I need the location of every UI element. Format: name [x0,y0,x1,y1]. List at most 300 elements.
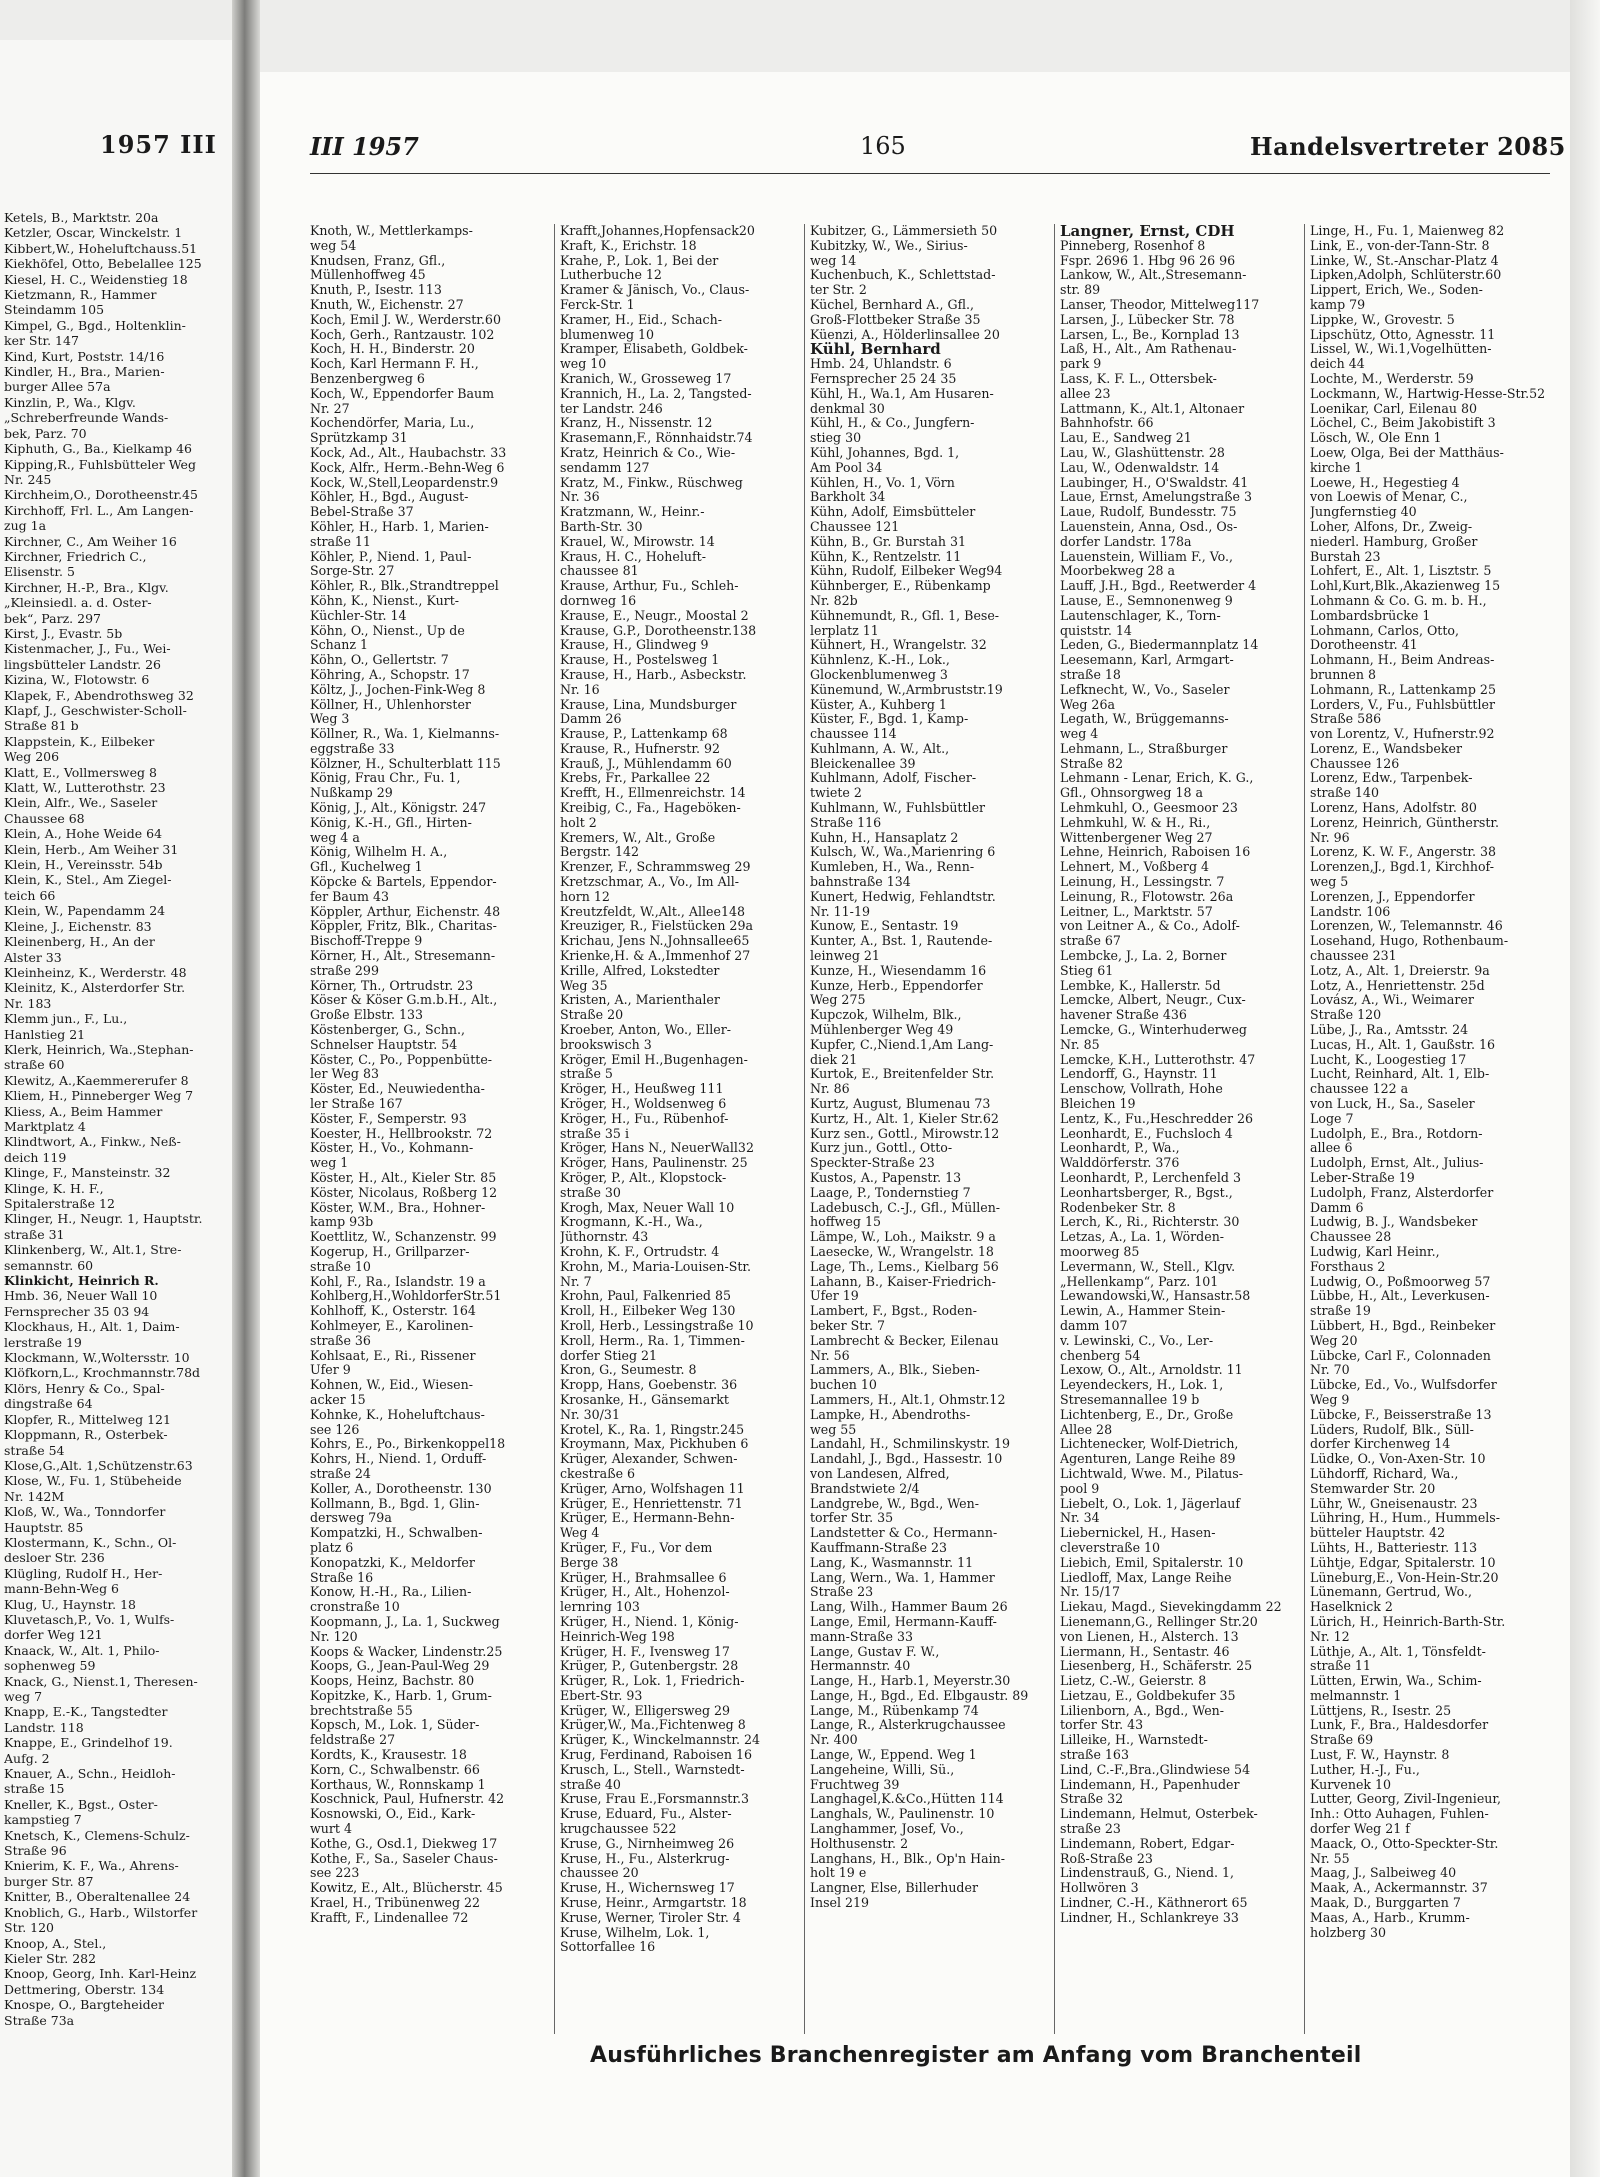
page-number: 165 [860,132,906,160]
directory-entry-line: Kremers, W., Alt., Große [560,830,716,845]
directory-entry-line: Lammers, A., Blk., Sieben- [810,1363,980,1378]
directory-entry-line: dorfer Stieg 21 [560,1348,658,1363]
directory-entry-line: von Leitner A., & Co., Adolf- [1060,919,1240,934]
directory-entry-line: Liebelt, O., Lok. 1, Jägerlauf [1060,1496,1241,1511]
left-entry-line: Klapf, J., Geschwister-Scholl- [4,703,187,718]
header-rule [310,173,1550,174]
directory-entry-line: Kratz, Heinrich & Co., Wie- [560,445,736,460]
directory-entry-line: Krogmann, K.-H., Wa., [560,1215,703,1230]
directory-entry-line: chaussee 20 [560,1866,639,1881]
directory-entry-line: Knuth, W., Eichenstr. 27 [310,297,464,312]
directory-entry-line: Straße 23 [810,1585,874,1600]
directory-entry-line: Chaussee 126 [1310,756,1400,771]
left-entry-line: Dettmering, Oberstr. 134 [4,1981,165,1997]
directory-entry-line: Gfl., Kuchelweg 1 [310,860,423,875]
directory-entry-line: see 126 [310,1422,360,1437]
directory-entry-line: Schanz 1 [310,638,369,653]
directory-entry-line: Lürich, H., Heinrich-Barth-Str. [1310,1614,1506,1629]
directory-entry-line: Kruse, H., Wichernsweg 17 [560,1881,735,1896]
directory-entry-line: Krause, E., Neugr., Moostal 2 [560,608,749,623]
directory-entry-line: fer Baum 43 [310,889,389,904]
directory-entry-line: von Lorentz, V., Hufnerstr.92 [1310,727,1495,742]
directory-entry-line: Kühn, Rudolf, Eilbeker Weg94 [810,564,1003,579]
directory-entry-line: Kubitzer, G., Lämmersieth 50 [810,224,998,238]
directory-entry-line: Kothe, F., Sa., Saseler Chaus- [310,1851,498,1866]
directory-entry-line: holzberg 30 [1310,1925,1386,1940]
directory-entry-line: Kröger, H., Heußweg 111 [560,1082,724,1097]
directory-entry-line: Koller, A., Dorotheenstr. 130 [310,1481,492,1496]
directory-entry-line: Ladebusch, C.-J., Gfl., Müllen- [810,1200,1001,1215]
directory-entry-line: straße 10 [310,1259,371,1274]
directory-entry-line: chenberg 54 [1060,1348,1141,1363]
directory-entry-line: Kühnert, H., Wrangelstr. 32 [810,638,987,653]
directory-entry-line: Köppler, Fritz, Blk., Charitas- [310,919,497,934]
directory-entry-line: Lucht, Reinhard, Alt. 1, Elb- [1310,1067,1490,1082]
directory-entry-line: Lucas, H., Alt. 1, Gaußstr. 16 [1310,1037,1495,1052]
directory-entry-line: Lohmann, H., Beim Andreas- [1310,653,1495,668]
directory-entry-line: straße 11 [310,534,371,549]
directory-entry-line: Landgrebe, W., Bgd., Wen- [810,1496,979,1511]
directory-entry-line: Lerch, K., Ri., Richterstr. 30 [1060,1215,1240,1230]
directory-entry-line: Krauß, J., Mühlendamm 60 [560,756,732,771]
directory-entry-line: Küchel, Bernhard A., Gfl., [810,297,975,312]
left-entry-line: Kirchhoff, Frl. L., Am Langen- [4,502,194,518]
directory-entry-line: Lünemann, Gertrud, Wo., [1310,1585,1472,1600]
directory-entry-line: Nr. 56 [810,1348,850,1363]
directory-entry-line: Kühnlenz, K.-H., Lok., [810,653,950,668]
left-entry-line: Klerk, Heinrich, Wa.,Stephan- [4,1041,194,1057]
directory-entry-line: Lietzau, E., Goldbekufer 35 [1060,1688,1236,1703]
directory-entry-line: Krafft, F., Lindenallee 72 [310,1910,469,1925]
directory-entry-line: Lübcke, Carl F., Colonnaden [1310,1348,1491,1363]
directory-entry-line: Krael, H., Tribünenweg 22 [310,1896,481,1911]
directory-entry-line: Koester, H., Hellbrookstr. 72 [310,1126,493,1141]
left-entry-line: Kirst, J., Evastr. 5b [4,625,123,641]
directory-entry-line: Kohnke, K., Hoheluftchaus- [310,1407,485,1422]
directory-entry-line: Ludolph, Franz, Alsterdorfer [1310,1185,1494,1200]
directory-entry-line: Kreutzfeldt, W.,Alt., Allee148 [560,904,745,919]
directory-entry-line: Lust, F. W., Haynstr. 8 [1310,1748,1450,1763]
left-entry-line: Klostermann, K., Schn., Ol- [4,1534,177,1550]
directory-entry-line: „Hellenkamp“, Parz. 101 [1060,1274,1219,1289]
directory-entry-line: sendamm 127 [560,460,650,475]
directory-entry-line: platz 6 [310,1540,354,1555]
left-entry-line: bek, Parz. 70 [4,425,87,441]
directory-entry-line: Kühl, Johannes, Bgd. 1, [810,445,960,460]
left-entry-line: desloer Str. 236 [4,1550,105,1566]
left-entry-line: Klemm jun., F., Lu., [4,1011,128,1027]
directory-entry-line: Kruse, G., Nirnheimweg 26 [560,1836,735,1851]
directory-entry-line: Lohmann, Carlos, Otto, [1310,623,1460,638]
directory-entry-line: Kuhlmann, Adolf, Fischer- [810,771,977,786]
directory-entry-line: Lotz, A., Henriettenstr. 25d [1310,978,1485,993]
directory-entry-line: Kopitzke, K., Harb. 1, Grum- [310,1688,492,1703]
directory-entry-line: Krotel, K., Ra. 1, Ringstr.245 [560,1422,745,1437]
directory-entry-line: Maak, D., Burggarten 7 [1310,1896,1461,1911]
directory-entry-line: Koops, Heinz, Bachstr. 80 [310,1674,475,1689]
directory-entry-line: Kohlberg,H.,WohldorferStr.51 [310,1289,502,1304]
directory-entry-line: Kock, W.,Stell,Leopardenstr.9 [310,475,499,490]
directory-entry-line: Lehmann, L., Straßburger [1060,741,1228,756]
directory-entry-line: brookswisch 3 [560,1037,652,1052]
left-entry-line: Knoblich, G., Harb., Wilstorfer [4,1904,198,1920]
directory-entry-line: straße 40 [560,1777,621,1792]
left-entry-line: Klein, W., Papendamm 24 [4,903,166,919]
directory-entry-line: Laesecke, W., Wrangelstr. 18 [810,1244,994,1259]
directory-entry-line: Knoth, W., Mettlerkamps- [310,224,473,238]
directory-entry-line: Kranz, H., Nissenstr. 12 [560,416,713,431]
directory-entry-line: Lau, E., Sandweg 21 [1060,431,1192,446]
directory-entry-line: Krüger, W., Elligersweg 29 [560,1703,731,1718]
left-entry-line: Kindler, H., Bra., Marien- [4,364,165,380]
directory-entry-line: blumenweg 10 [560,327,655,342]
directory-entry-line: Damm 26 [560,712,622,727]
directory-entry-line: Stresemannallee 19 b [1060,1392,1200,1407]
directory-entry-line: Laue, Ernst, Amelungstraße 3 [1060,490,1253,505]
directory-entry-line: Moorbekweg 28 a [1060,564,1176,579]
directory-entry-line: Liebich, Emil, Spitalerstr. 10 [1060,1555,1244,1570]
directory-entry-line: Ludwig, O., Poßmoorweg 57 [1310,1274,1491,1289]
directory-entry-line: Krause, Lina, Mundsburger [560,697,737,712]
directory-entry-line: Koch, Emil J. W., Werderstr.60 [310,312,501,327]
directory-entry-line: Barth-Str. 30 [560,519,643,534]
directory-entry-line: Lucht, K., Loogestieg 17 [1310,1052,1467,1067]
directory-entry-line: Kunert, Hedwig, Fehlandtstr. [810,889,996,904]
directory-entry-line: Lutherbuche 12 [560,268,662,283]
directory-entry-line: Krause, G.P., Dorotheenstr.138 [560,623,757,638]
directory-entry-line: Liekau, Magd., Sievekingdamm 22 [1060,1600,1282,1615]
directory-entry-line: Nußkamp 29 [310,786,393,801]
directory-entry-line: Kröger, Hans, Paulinenstr. 25 [560,1156,748,1171]
directory-entry-line: eggstraße 33 [310,741,395,756]
directory-entry-line: Speckter-Straße 23 [810,1156,935,1171]
directory-entry-line: Liermann, H., Sentastr. 46 [1060,1644,1230,1659]
directory-entry-line: weg 55 [810,1422,857,1437]
directory-entry-line: Lefknecht, W., Vo., Saseler [1060,682,1230,697]
left-entry-line: Kliess, A., Beim Hammer [4,1103,163,1119]
directory-entry-line: Lockmann, W., Hartwig-Hesse-Str.52 [1310,386,1546,401]
directory-entry-line: holt 19 e [810,1866,867,1881]
left-entry-line: sophenweg 59 [4,1658,96,1674]
directory-entry-line: weg 14 [810,253,857,268]
directory-entry-line: Leonhardt, E., Fuchsloch 4 [1060,1126,1233,1141]
directory-entry-line: Walddörferstr. 376 [1060,1156,1180,1171]
directory-entry-line: chaussee 122 a [1310,1082,1409,1097]
directory-entry-line: Lindner, H., Schlankreye 33 [1060,1910,1239,1925]
directory-entry-line: Lüneburg,E., Von-Hein-Str.20 [1310,1570,1499,1585]
directory-entry-line: Lenschow, Vollrath, Hohe [1060,1082,1223,1097]
left-entry-line: Klindtwort, A., Finkw., Neß- [4,1134,181,1150]
directory-entry-line: Gfl., Ohnsorgweg 18 a [1060,786,1203,801]
directory-entry-line: Köhring, A., Schopstr. 17 [310,667,470,682]
directory-entry-line: Loge 7 [1310,1111,1354,1126]
directory-entry-line: bütteler Hauptstr. 42 [1310,1526,1446,1541]
directory-entry-line: chaussee 231 [1310,949,1397,964]
directory-entry-line: Levermann, W., Stell., Klgv. [1060,1259,1236,1274]
directory-entry-line: Kothe, G., Osd.1, Diekweg 17 [310,1836,498,1851]
directory-entry-line: Lang, Wern., Wa. 1, Hammer [810,1570,995,1585]
directory-entry-line: Köhler, R., Blk.,Strandtreppel [310,579,499,594]
directory-entry-line: Lammers, H., Alt.1, Ohmstr.12 [810,1392,1006,1407]
directory-entry-line: Link, E., von-der-Tann-Str. 8 [1310,238,1490,253]
directory-entry-line: Lüthje, A., Alt. 1, Tönsfeldt- [1310,1644,1486,1659]
left-entry-line: Hauptstr. 85 [4,1519,84,1535]
directory-entry-line: Lambert, F., Bgst., Roden- [810,1304,977,1319]
directory-entry-line: Jüthornstr. 43 [560,1230,649,1245]
directory-entry-line: Lehnert, M., Voßberg 4 [1060,860,1210,875]
directory-entry-line: weg 4 a [310,830,360,845]
directory-entry-line: Köhn, O., Gellertstr. 7 [310,653,449,668]
directory-entry-line: Koops & Wacker, Lindenstr.25 [310,1644,503,1659]
directory-entry-line: damm 107 [1060,1318,1128,1333]
directory-entry-line: Kreibig, C., Fa., Hageböken- [560,801,741,816]
directory-entry-line: Sprützkamp 31 [310,431,408,446]
directory-entry-line: Sorge-Str. 27 [310,564,395,579]
directory-entry-line: Losehand, Hugo, Rothenbaum- [1310,934,1509,949]
directory-entry-line: Linge, H., Fu. 1, Maienweg 82 [1310,224,1505,238]
directory-entry-line: König, J., Alt., Königstr. 247 [310,801,487,816]
directory-entry-line: Lang, Wilh., Hammer Baum 26 [810,1600,1008,1615]
directory-entry-line: Langner, Ernst, CDH [1060,224,1235,239]
directory-entry-line: Lunk, F., Bra., Haldesdorfer [1310,1718,1489,1733]
directory-entry-line: Korthaus, W., Ronnskamp 1 [310,1777,486,1792]
left-page-heading: 1957 III [100,130,217,159]
directory-entry-line: Fernsprecher 25 24 35 [810,371,957,386]
directory-entry-line: Fspr. 2696 1. Hbg 96 26 96 [1060,253,1236,268]
directory-entry-line: Brandstwiete 2/4 [810,1481,920,1496]
directory-entry-line: Insel 219 [810,1896,870,1911]
left-entry-line: dorfer Weg 121 [4,1627,103,1643]
left-entry-line: Kliem, H., Pinneberger Weg 7 [4,1088,194,1104]
left-entry-line: Knapp, E.-K., Tangstedter [4,1704,168,1720]
directory-entry-line: Straße 82 [1060,756,1124,771]
directory-entry-line: moorweg 85 [1060,1244,1140,1259]
directory-entry-line: Chaussee 121 [810,519,900,534]
directory-entry-line: feldstraße 27 [310,1733,396,1748]
directory-entry-line: Lattmann, K., Alt.1, Altonaer [1060,401,1245,416]
directory-entry-line: Kurtok, E., Breitenfelder Str. [810,1067,995,1082]
left-entry-line: Klöfkorn,L., Krochmannstr.78d [4,1365,201,1381]
directory-entry-line: Lilleike, H., Warnstedt- [1060,1733,1208,1748]
directory-entry-line: Lütten, Erwin, Wa., Schim- [1310,1674,1482,1689]
directory-entry-line: Fruchtweg 39 [810,1777,900,1792]
directory-entry-line: von Lienen, H., Alsterch. 13 [1060,1629,1239,1644]
directory-entry-line: Koschnick, Paul, Hufnerstr. 42 [310,1792,505,1807]
left-entry-line: Klein, A., Hohe Weide 64 [4,826,163,842]
directory-entry-line: Köser & Köser G.m.b.H., Alt., [310,993,498,1008]
directory-entry-line: Straße 32 [1060,1792,1124,1807]
left-entry-line: Klappstein, K., Eilbeker [4,733,155,749]
directory-entry-line: Lemcke, K.H., Lutterothstr. 47 [1060,1052,1256,1067]
directory-entry-line: Laue, Rudolf, Bundesstr. 75 [1060,505,1237,520]
directory-entry-line: Lindemann, Helmut, Osterbek- [1060,1807,1258,1822]
directory-entry-line: Roß-Straße 23 [1060,1851,1153,1866]
directory-entry-line: Müllenhoffweg 45 [310,268,426,283]
directory-entry-line: Lorenzen, J., Eppendorfer [1310,889,1475,904]
left-entry-line: zug 1a [4,518,47,534]
directory-entry-line: Lange, H., Bgd., Ed. Elbgaustr. 89 [810,1688,1029,1703]
directory-entry-line: stieg 30 [810,431,862,446]
directory-entry-line: Nr. 30/31 [560,1407,620,1422]
left-entry-line: Landstr. 118 [4,1719,84,1735]
left-entry-line: Kleinenberg, H., An der [4,934,155,950]
directory-entry-line: ler Weg 83 [310,1067,379,1082]
directory-entry-line: dorfer Weg 21 f [1310,1822,1410,1837]
directory-entry-line: Lembke, K., Hallerstr. 5d [1060,978,1221,993]
directory-entry-line: Kuchenbuch, K., Schlettstad- [810,268,996,283]
left-entry-line: Klug, U., Haynstr. 18 [4,1596,137,1612]
directory-entry-line: Kordts, K., Krausestr. 18 [310,1748,467,1763]
directory-entry-line: Kunow, E., Sentastr. 19 [810,919,959,934]
directory-entry-line: Hmb. 24, Uhlandstr. 6 [810,357,952,372]
directory-entry-line: Kühl, H., Wa.1, Am Husaren- [810,386,994,401]
left-entry-line: semannstr. 60 [4,1257,94,1273]
directory-entry-line: Leonhartsberger, R., Bgst., [1060,1185,1233,1200]
left-entry-line: Klatt, W., Lutterothstr. 23 [4,780,166,796]
directory-entry-line: Loher, Alfons, Dr., Zweig- [1310,519,1473,534]
directory-entry-line: Kohl, F., Ra., Islandstr. 19 a [310,1274,486,1289]
directory-entry-line: Mühlenberger Weg 49 [810,1023,954,1038]
directory-entry-line: Loenikar, Carl, Eilenau 80 [1310,401,1477,416]
directory-entry-line: Kurvenek 10 [1310,1777,1392,1792]
left-entry-line: Weg 206 [4,749,60,765]
directory-entry-line: Kühl, H., & Co., Jungfern- [810,416,975,431]
directory-entry-line: Langhals, W., Paulinenstr. 10 [810,1807,995,1822]
directory-entry-line: Weg 275 [810,993,866,1008]
directory-entry-line: Landstetter & Co., Hermann- [810,1526,998,1541]
directory-entry-line: straße 36 [310,1333,371,1348]
directory-entry-line: Krüger,W., Ma.,Fichtenweg 8 [560,1718,746,1733]
directory-entry-line: Lübcke, F., Beisserstraße 13 [1310,1407,1492,1422]
directory-entry-line: dorfer Landstr. 178a [1060,534,1192,549]
left-entry-line: Klatt, E., Vollmersweg 8 [4,764,157,780]
directory-entry-line: Lexow, O., Alt., Arnoldstr. 11 [1060,1363,1243,1378]
directory-entry-line: Kohlmeyer, E., Karolinen- [310,1318,474,1333]
left-entry-line: Klinkenberg, W., Alt.1, Stre- [4,1242,182,1258]
left-entry-line: Klügling, Rudolf H., Her- [4,1565,163,1581]
directory-entry-line: Krusch, L., Stell., Warnstedt- [560,1762,745,1777]
directory-entry-line: Laubinger, H., O'Swaldstr. 41 [1060,475,1249,490]
directory-entry-line: lerplatz 11 [810,623,879,638]
directory-entry-line: Kohnen, W., Eid., Wiesen- [310,1378,473,1393]
directory-entry-line: weg 5 [1310,875,1349,890]
directory-entry-line: Kröger, H., Fu., Rübenhof- [560,1111,729,1126]
directory-entry-line: straße 24 [310,1466,371,1481]
directory-entry-line: Straße 20 [560,1008,624,1023]
directory-entry-line: straße 67 [1060,934,1121,949]
directory-entry-line: Kunze, H., Wiesendamm 16 [810,963,987,978]
directory-entry-line: Legath, W., Brüggemanns- [1060,712,1229,727]
directory-entry-line: Lübbert, H., Bgd., Reinbeker [1310,1318,1496,1333]
directory-entry-line: Kropp, Hans, Goebenstr. 36 [560,1378,738,1393]
directory-entry-line: Krause, H., Glindweg 9 [560,638,709,653]
left-entry-line: Knierim, K. F., Wa., Ahrens- [4,1858,179,1874]
directory-entry-line: Lange, M., Rübenkamp 74 [810,1703,979,1718]
left-entry-line: Straße 81 b [4,718,79,734]
left-entry-line: Nr. 183 [4,995,52,1011]
directory-entry-line: Bleickenallee 39 [810,756,916,771]
directory-entry-line: Straße 16 [310,1570,374,1585]
left-entry-line: Klörs, Henry & Co., Spal- [4,1380,165,1396]
directory-entry-line: chaussee 81 [560,564,639,579]
directory-entry-line: Straße 116 [810,815,882,830]
directory-entry-line: brechtstraße 55 [310,1703,413,1718]
directory-entry-line: Kretzschmar, A., Vo., Im All- [560,875,740,890]
directory-entry-line: Köhn, K., Nienst., Kurt- [310,593,460,608]
left-entry-line: Klopfer, R., Mittelweg 121 [4,1411,171,1427]
directory-entry-line: Lietz, C.-W., Geierstr. 8 [1060,1674,1207,1689]
left-entry-line: Klockmann, W.,Woltersstr. 10 [4,1350,190,1366]
directory-entry-line: allee 23 [1060,386,1111,401]
directory-entry-line: ter Str. 2 [810,283,867,298]
directory-entry-line: Lehne, Heinrich, Raboisen 16 [1060,845,1251,860]
directory-entry-line: Konopatzki, K., Meldorfer [310,1555,475,1570]
directory-entry-line: Langner, Else, Billerhuder [810,1881,978,1896]
directory-entry-line: Langeheine, Willi, Sü., [810,1762,955,1777]
directory-entry-line: Lorenzen,J., Bgd.1, Kirchhof- [1310,860,1494,875]
directory-entry-line: Dorotheenstr. 41 [1310,638,1418,653]
directory-entry-line: Korn, C., Schwalbenstr. 66 [310,1762,480,1777]
directory-columns [306,224,1556,2034]
directory-entry-line: Lorenzen, W., Telemannstr. 46 [1310,919,1503,934]
directory-entry-line: Nr. 34 [1060,1511,1100,1526]
directory-entry-line: Kurz sen., Gottl., Mirowstr.12 [810,1126,1000,1141]
directory-entry-line: allee 6 [1310,1141,1353,1156]
left-entry-line: straße 54 [4,1442,65,1458]
directory-entry-line: Kramer & Jänisch, Vo., Claus- [560,283,750,298]
directory-entry-line: Barkholt 34 [810,490,886,505]
left-entry-line: Kleinheinz, K., Werderstr. 48 [4,964,187,980]
directory-entry-line: Loewe, H., Hegestieg 4 [1310,475,1460,490]
directory-entry-line: Maack, O., Otto-Speckter-Str. [1310,1836,1499,1851]
directory-entry-line: Köster, F., Semperstr. 93 [310,1111,467,1126]
directory-entry-line: Körner, Th., Ortrudstr. 23 [310,978,474,993]
directory-entry-line: Lichtenecker, Wolf-Dietrich, [1060,1437,1239,1452]
directory-entry-line: Köster, W.M., Bra., Hohner- [310,1200,486,1215]
directory-entry-line: Köppler, Arthur, Eichenstr. 48 [310,904,501,919]
directory-entry-line: Kumleben, H., Wa., Renn- [810,860,975,875]
directory-entry-line: Krefft, H., Ellmenreichstr. 14 [560,786,746,801]
directory-entry-line: Lange, W., Eppend. Weg 1 [810,1748,977,1763]
directory-entry-line: Lau, W., Glashüttenstr. 28 [1060,445,1225,460]
directory-entry-line: Straße 69 [1310,1733,1374,1748]
directory-entry-line: Damm 6 [1310,1200,1364,1215]
left-entry-line: Kirchheim,O., Dorotheenstr.45 [4,487,198,503]
directory-entry-line: Krause, R., Hufnerstr. 92 [560,741,720,756]
directory-entry-line: Lentz, K., Fu.,Heschredder 26 [1060,1111,1254,1126]
directory-entry-line: Krasemann,F., Rönnhaidstr.74 [560,431,753,446]
directory-entry-line: Bleichen 19 [1060,1097,1136,1112]
directory-entry-line: straße 19 [1310,1304,1371,1319]
directory-entry-line: Lorenz, K. W. F., Angerstr. 38 [1310,845,1497,860]
directory-entry-line: Liedloff, Max, Lange Reihe [1060,1570,1232,1585]
directory-entry-line: Lämpe, W., Loh., Maikstr. 9 a [810,1230,996,1245]
directory-entry-line: Kubitzky, W., We., Sirius- [810,238,968,253]
directory-entry-line: straße 35 i [560,1126,629,1141]
left-entry-line: Hmb. 36, Neuer Wall 10 [4,1288,158,1304]
left-entry-line: Spitalerstraße 12 [4,1196,115,1211]
directory-entry-line: Krause, H., Postelsweg 1 [560,653,720,668]
directory-entry-line: Kruse, Frau E.,Forsmannstr.3 [560,1792,750,1807]
directory-entry-line: Bahnhofstr. 66 [1060,416,1154,431]
directory-entry-line: Lewin, A., Hammer Stein- [1060,1304,1226,1319]
directory-entry-line: Krüger, H., Alt., Hohenzol- [560,1585,730,1600]
left-entry-line: Str. 120 [4,1920,54,1936]
directory-entry-line: Kuhlmann, A. W., Alt., [810,741,950,756]
directory-entry-line: Lauenstein, William F., Vo., [1060,549,1234,564]
directory-entry-line: kamp 79 [1310,297,1366,312]
directory-entry-line: holt 2 [560,815,597,830]
